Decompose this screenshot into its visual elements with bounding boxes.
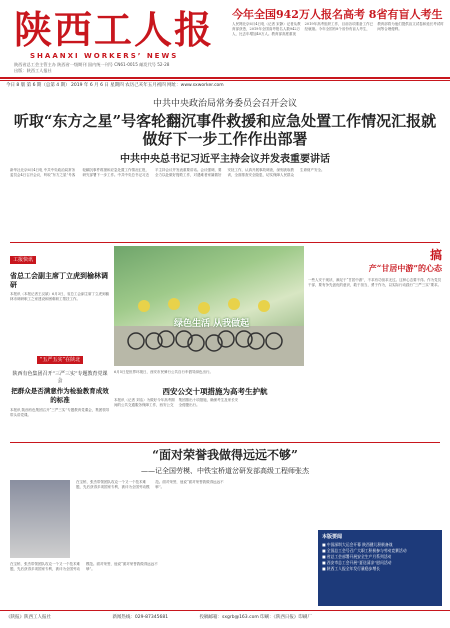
top-divider (0, 77, 450, 79)
footer-mid: 新闻热线：029-87345681 (112, 615, 169, 620)
photo-illustration (114, 246, 304, 366)
footer-right: 投稿邮箱：sxgrb@163.com 印刷：《陕西日报》印刷厂 (199, 615, 312, 620)
section-divider (10, 242, 440, 243)
masthead-logo: 陕西工人报 (14, 7, 215, 52)
section-tag: 工报快讯 (10, 256, 36, 264)
footer (6, 614, 446, 620)
right-headline-2[interactable]: 产“甘居中游”的心态 (368, 263, 442, 273)
footer-divider (0, 610, 450, 611)
news-box-item[interactable]: ■ 西安市总工会开展“夏送清凉”慰问活动 (322, 560, 392, 565)
news-box-item[interactable]: ■ 全国总工会号召广大职工积极参与劳动竞赛活动 (322, 548, 407, 553)
news-box-item[interactable]: ■ 陕西工人报全年发行量稳步增长 (322, 566, 380, 571)
top-right-body: 人民网北京6月4日电（记者 宋静）记者从教育部获悉，2019年全国高考报名人数942万人，比去年增加40万人。教育部高度重视2019年高考组织工作，目前各项准备工作已经就绪。今年全国有8个省份有盲人考生，教育部将为他们提供盲文试卷和延长考试时间等合理便利。 (232, 22, 444, 36)
mid-headline[interactable]: 西安公交十项措施为高考生护航 (162, 387, 268, 396)
main-subtitle: 中共中央总书记习近平主持会议并发表重要讲话 (120, 154, 330, 165)
feature-body: 在宝桥，张杰带领团队攻克一个又一个技术难题，先后获得多项国家专利，被评为全国劳动模范。面对荣誉，他说“面对荣誉我做得远远不够”。 (10, 562, 158, 571)
photo-caption: 绿色生活 从我做起 (174, 319, 250, 329)
right-body: 一些人安于现状、满足于“甘居中游”，不求有功但求无过。这种心态要不得。作为党员干部，要有争先创优的意识，敢于担当，勇于作为，以实际行动践行“三严三实”要求。 (308, 278, 442, 287)
cycling-photo (114, 246, 304, 366)
section-tag-2: “五严五实”在陕北 (37, 356, 83, 364)
news-summary-box (318, 530, 442, 606)
left-body-2: 本报讯 陕西有色集团召开“三严三实”专题教育党课会，集团领导带头讲党课。 (10, 408, 110, 417)
masthead-meta-line2: 出版：陕西工人报社 (14, 68, 52, 73)
main-body: 新华社北京6月4日电 中共中央政治局常务委员会4日召开会议，听取“东方之星”号客轮翻沉事件救援和应急处置工作情况汇报，研究部署下一步工作。中共中央总书记习近平主持会议并发表重要讲话。会议强调，要全力以赴做好搜救工作，对遇难者家属做好安抚工作，认真开展事故调查，深刻汲取教训，全面排查安全隐患，切实保障人民群众生命财产安全。 (10, 168, 325, 177)
right-headline-1[interactable]: 搞 (429, 248, 442, 262)
right-column (308, 246, 442, 442)
photo-note: 6月5日是世界环境日，西安市民骑行公共自行车倡导绿色出行。 (114, 370, 213, 374)
left-headline-2[interactable]: 把群众是否满意作为检验教育成效的标准 (11, 387, 109, 404)
top-right-headline[interactable]: 今年全国942万人报名高考 8省有盲人考生 (232, 8, 443, 21)
footer-left: 《陕报》陕西工人报社 (6, 615, 51, 620)
left-kicker: 陕西有色集团召开“三严三实”专题教育党课会 (12, 371, 108, 384)
news-box-item[interactable]: ■ 省总工会部署开展安全生产月系列活动 (322, 554, 392, 559)
masthead-meta-line1: 陕西省总工会主管主办 陕西省一级期刊 国内统一刊号 CN61-0015 邮发代号 52-28 (14, 62, 170, 67)
news-box-title: 本版要闻 (322, 534, 343, 540)
issue-meta: 今日 8 版 第 6 期（总第 4 期） 2019 年 6 月 6 日 星期四 农历己亥年五月初四 网址：www.sxworker.com (6, 83, 224, 88)
portrait-photo (10, 480, 70, 558)
feature-subtitle: ——记全国劳模、中铁宝桥道岔研发部高级工程师张杰 (141, 467, 309, 475)
masthead-english: SHAANXI WORKERS’ NEWS (30, 52, 179, 60)
top-divider-thin (0, 80, 450, 81)
left-column (10, 246, 110, 468)
main-kicker: 中共中央政治局常务委员会召开会议 (152, 99, 297, 109)
section-divider-2 (10, 442, 440, 443)
masthead-meta (14, 62, 224, 74)
news-box-item[interactable]: ■ 中国深圳大运会开幕 陕西健儿积极备战 (322, 542, 393, 547)
feature-body-top: 在宝桥，张杰带领团队攻克一个又一个技术难题，先后获得多项国家专利，被评为全国劳动模范。面对荣誉，他说“面对荣誉我做得远远不够”。 (76, 480, 224, 489)
left-headline-1[interactable]: 省总工会副主席丁立虎到榆林调研 (10, 271, 108, 289)
main-headline[interactable]: 听取“东方之星”号客轮翻沉事件救援和应急处置工作情况汇报就做好下一步工作作出部署 (13, 112, 437, 148)
left-body-1: 本报讯（本报记者王汉斌）6月3日，省总工会副主席丁立虎到榆林市调研职工之家建设和困难职工帮扶工作。 (10, 292, 109, 301)
feature-headline[interactable]: “面对荣誉我做得远远不够” (152, 448, 298, 462)
mid-body: 本报讯（记者 刘洁）为做好今年高考期间的公共交通服务保障工作，西安公交集团推出十项措施，确保考生及家长安全便捷出行。 (114, 398, 239, 407)
